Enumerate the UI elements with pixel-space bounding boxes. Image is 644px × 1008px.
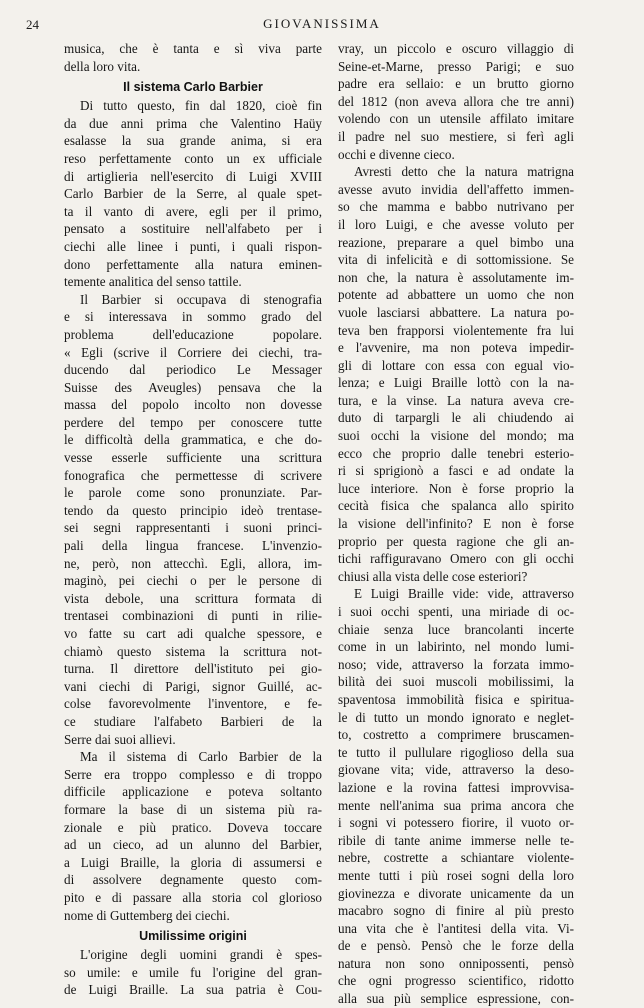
text-line: so che mamma e babbo nutrivano per	[338, 199, 574, 215]
text-line: de e pensò. Pensò che le forze della	[338, 938, 574, 954]
text-line: ducendo dal periodico Le Messager	[64, 362, 322, 378]
text-line: del 1812 (non aveva allora che tre anni)	[338, 93, 574, 109]
text-line: turna. Il direttore dell'istituto pei gio-	[64, 661, 322, 677]
text-line: vani ciechi di Parigi, signor Guillé, ac-	[64, 678, 322, 694]
text-line: problema dell'educazione popolare.	[64, 326, 322, 342]
section-heading: Il sistema Carlo Barbier	[123, 80, 263, 95]
text-line: di artiglieria nell'esercito di Luigi XVIII	[64, 168, 322, 184]
text-line: tendo da questo principio ideò trentase-	[64, 502, 322, 518]
text-line: chiaie senza luce brancolanti incerte	[338, 621, 574, 637]
text-line: suoi occhi la visione del mondo; ma	[338, 428, 574, 444]
text-line: natura non sono onnipossenti, pensò	[338, 955, 574, 971]
text-line: luce interiore. Non è forse proprio la	[338, 480, 574, 496]
text-line: e l'avvenire, ma non poteva impedir-	[338, 340, 574, 356]
running-header-title: GIOVANISSIMA	[263, 16, 381, 31]
text-line: il loro Luigi, e che avesse voluto per	[338, 216, 574, 232]
text-line: padre era sellaio: e un brutto giorno	[338, 76, 574, 92]
text-line: e si interessava in sommo grado del	[64, 309, 322, 325]
text-line: reso perfettamente conto un ex ufficiale	[64, 150, 322, 166]
text-line: Serre dai suoi allievi.	[64, 731, 176, 747]
text-line: una vita che è l'antitesi della vita. Vi-	[338, 920, 574, 936]
text-line: vita di infelicità e di sottomissione. Se	[338, 252, 574, 268]
text-line: temente analitica del senso tattile.	[64, 274, 242, 290]
text-line: to, costretto a comprimere bruscamen-	[338, 727, 574, 743]
text-line: bilità dei suoi muscoli mobilissimi, la	[338, 674, 574, 690]
text-line: da due anni prima che Valentino Haüy	[64, 115, 322, 131]
text-line: noso; vide, attraverso la forzata immo-	[338, 656, 574, 672]
text-line: zionale e più pratico. Doveva toccare	[64, 819, 322, 835]
text-line: come in un labirinto, nel mondo lumi-	[338, 639, 574, 655]
text-line: difficile applicazione e poteva soltanto	[64, 784, 322, 800]
text-line: ta il vanto di avere, egli per il primo,	[64, 203, 322, 219]
section-heading: Umilissime origini	[139, 929, 247, 944]
text-line: formare la base di un sistema più ra-	[64, 801, 322, 817]
text-line: i suoi occhi spenti, una miriade di oc-	[338, 604, 574, 619]
text-line: mente tutti i più rosei sogni della loro	[338, 867, 574, 883]
page-number: 24	[26, 17, 39, 32]
text-line: Di tutto questo, fin dal 1820, cioè fin	[80, 98, 322, 114]
text-line: Ma il sistema di Carlo Barbier de la	[80, 749, 322, 765]
text-line: L'origine degli uomini grandi è spes-	[80, 947, 322, 963]
text-line: esalasse la sua grande anima, si era	[64, 133, 322, 149]
text-line: occhi e divenne cieco.	[338, 146, 455, 162]
text-line: Carlo Barbier de la Serre, al quale spet-	[64, 186, 322, 202]
text-line: colse favorevolmente l'inventore, e fe-	[64, 696, 322, 712]
text-line: E Luigi Braille vide: vide, attraverso	[354, 586, 574, 602]
text-line: Suisse des Aveugles) pensava che la	[64, 379, 322, 395]
text-line: gli di lottare con essa con egual vio-	[338, 357, 574, 373]
text-line: a Luigi Braille, la gloria di assumersi e	[64, 854, 322, 870]
text-line: ce studiare l'alfabeto Barbieri de la	[64, 713, 322, 729]
text-line: perdere del tempo per conoscere tutte	[64, 414, 322, 430]
text-line: i sogni vi potessero fiorire, il vuoto or-	[338, 815, 574, 831]
text-line: alla sua più semplice espressione, con-	[338, 991, 574, 1007]
text-line: nebre, costrette a schiantare violente-	[338, 850, 574, 866]
text-line: teva ben frapporsi violentemente fra lui	[338, 322, 574, 338]
text-line: Seine-et-Marne, presso Parigi; e suo	[338, 58, 574, 74]
text-line: non che, la natura è assolutamente im-	[338, 269, 574, 285]
text-line: le difficoltà della grammatica, e che do-	[64, 432, 322, 448]
text-line: trentasei combinazioni di punti in rilie-	[64, 608, 322, 624]
text-line: lenza; e Luigi Braille lottò con la na-	[338, 375, 574, 391]
text-line: vista debole, una scrittura formata di	[64, 590, 322, 606]
text-line: ne, però, non attecchì. Egli, allora, im-	[64, 555, 322, 571]
text-line: mente nell'anima sua prima ancora che	[338, 797, 574, 813]
text-line: di assolvere degnamente questo com-	[64, 872, 322, 888]
text-line: dono perfettamente alla natura eminen-	[64, 256, 322, 272]
text-line: vuole lasciarsi abbattere. La natura po-	[338, 304, 574, 320]
text-line: ciechi alle linee i punti, i quali rispon-	[64, 238, 322, 254]
text-line: Serre era troppo complesso e di troppo	[64, 766, 322, 782]
text-line: lazione e la rovina fattesi improvvisa-	[338, 779, 574, 795]
text-line: sei segni rappresentanti i suoni princi-	[64, 520, 322, 536]
text-line: giovane vita; vide, attraverso la deso-	[338, 762, 574, 778]
text-line: pali della lingua francese. L'invenzio-	[64, 538, 322, 554]
text-line: potente ad abbattere un uomo che non	[338, 287, 574, 303]
text-line: le di tutto un mondo ignorato e neglet-	[338, 709, 574, 725]
text-line: giovinezza e divorate unicamente da un	[338, 885, 574, 901]
text-line: ri si sprigionò a fasci e ad ondate la	[338, 463, 574, 479]
text-line: tura, e la vinse. La natura aveva cre-	[338, 392, 574, 408]
text-line: massa del popolo incolto non dovesse	[64, 397, 322, 413]
text-line: cecità fisica che spalanca allo spirito	[338, 498, 574, 514]
text-line: tichi raffiguravano Omero con gli occhi	[338, 551, 574, 567]
text-line: vo fatte su cart adi qualche spessore, e	[64, 626, 322, 641]
text-line: che ogni progresso scientifico, ridotto	[338, 973, 574, 989]
text-line: vray, un piccolo e oscuro villaggio di	[338, 41, 574, 56]
text-line: te tutto il pullulare rigoglioso della sua	[338, 744, 574, 760]
text-line: vesse esserle sufficiente una scrittura	[64, 450, 322, 466]
text-line: avesse avuto invidia dell'affetto immen-	[338, 181, 574, 197]
text-line: macabro sogno di finire al più presto	[338, 903, 574, 919]
text-line: Avresti detto che la natura matrigna	[354, 164, 574, 180]
text-line: proprio per questa ragione che gli an-	[338, 533, 574, 549]
text-line: de Luigi Braille. La sua patria è Cou-	[64, 982, 322, 998]
text-line: fonografica che permettesse di scrivere	[64, 467, 322, 483]
text-line: so umile: e umile fu l'origine del gran-	[64, 964, 322, 980]
text-line: della loro vita.	[64, 58, 141, 74]
text-line: pensato a sostituire nell'alfabeto per i	[64, 221, 322, 237]
text-line: pito e di passare alla storia col glorioso	[64, 889, 322, 905]
text-line: la visione dell'infinito? E non è forse	[338, 516, 574, 532]
text-line: maginò, pei ciechi o per le persone di	[64, 573, 322, 589]
text-line: chiusi alla vista delle cose esteriori?	[338, 568, 528, 584]
right-text-column	[338, 40, 574, 1008]
text-line: ecco che proprio dalle tenebri esterio-	[338, 445, 574, 461]
text-line: spaventosa immobilità fisica e spiritua-	[338, 691, 574, 707]
text-line: ad un cieco, ad un alunno del Barbier,	[64, 837, 322, 853]
text-line: nome di Guttemberg dei ciechi.	[64, 907, 230, 923]
text-line: le parole come sono pronunziate. Par-	[64, 485, 322, 501]
text-line: ribile di tante anime immerse nelle te-	[338, 832, 574, 848]
text-line: « Egli (scrive il Corriere dei ciechi, tra-	[64, 344, 322, 360]
text-line: chiamò questo sistema la scrittura not-	[64, 643, 322, 659]
text-line: volendo con un utensile affilato imitare	[338, 111, 574, 127]
text-line: duto di tarpargli le ali chiudendo ai	[338, 410, 574, 426]
text-line: musica, che è tanta e sì viva parte	[64, 41, 322, 56]
text-line: reazione, preparare a quel bimbo una	[338, 234, 574, 250]
text-line: il padre nel suo mestiere, si ferì agli	[338, 128, 574, 144]
text-line: Il Barbier si occupava di stenografia	[80, 291, 322, 307]
left-text-column	[64, 40, 322, 999]
